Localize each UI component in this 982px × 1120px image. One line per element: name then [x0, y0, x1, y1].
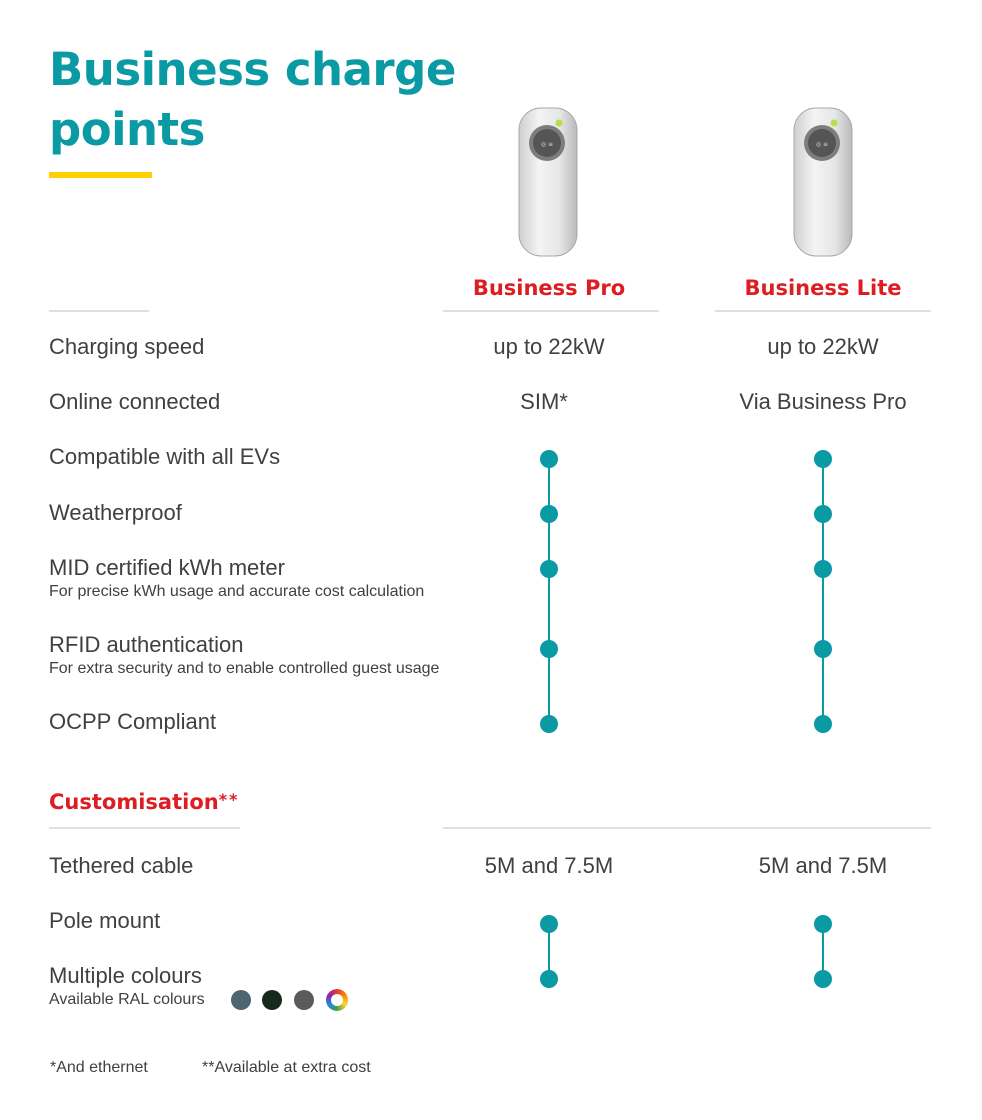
business-pro-charger-image [518, 107, 578, 257]
lite-tethered-cable: 5M and 7.5M [758, 853, 888, 878]
header-divider-pro [443, 310, 659, 312]
customisation-heading-mark: ** [218, 790, 240, 809]
pro-charging-speed: up to 22kW [493, 334, 605, 359]
lite-check-mid-meter [814, 560, 832, 578]
colour-swatch-grey [294, 990, 314, 1010]
title-line-1: Business charge [49, 43, 456, 96]
footnote-ethernet: *And ethernet [50, 1059, 148, 1076]
feature-label-compatible-evs: Compatible with all EVs [49, 444, 281, 469]
business-lite-charger-image [793, 107, 853, 257]
title-underline [49, 172, 152, 178]
header-divider-left [49, 310, 149, 312]
feature-label-mid-meter: MID certified kWh meter [49, 555, 285, 580]
lite-online-connected: Via Business Pro [739, 389, 907, 414]
customisation-heading-text: Customisation [49, 790, 219, 814]
custom-label-multiple-colours: Multiple colours [49, 963, 202, 988]
lite-check-rfid [814, 640, 832, 658]
pro-feature-connector-line [548, 459, 550, 724]
pro-online-connected: SIM* [520, 389, 568, 414]
lite-check-multiple-colours [814, 970, 832, 988]
lite-feature-connector-line [822, 459, 824, 724]
feature-label-weatherproof: Weatherproof [49, 500, 182, 525]
custom-label-pole-mount: Pole mount [49, 908, 161, 933]
pro-check-compatible-evs [540, 450, 558, 468]
feature-sub-rfid: For extra security and to enable controlled guest usage [49, 660, 440, 677]
customisation-heading [49, 790, 239, 814]
pro-tethered-cable: 5M and 7.5M [484, 853, 614, 878]
custom-label-tethered-cable: Tethered cable [49, 853, 194, 878]
customisation-divider-right [443, 827, 931, 829]
column-header-business-lite: Business Lite [744, 276, 902, 300]
feature-label-charging-speed: Charging speed [49, 334, 205, 359]
page-title [49, 40, 469, 160]
customisation-divider-left [49, 827, 240, 829]
feature-label-ocpp: OCPP Compliant [49, 709, 217, 734]
pro-check-mid-meter [540, 560, 558, 578]
title-line-2: points [49, 103, 205, 156]
feature-sub-mid-meter: For precise kWh usage and accurate cost calculation [49, 583, 425, 600]
pro-check-ocpp [540, 715, 558, 733]
footnote-extra-cost: **Available at extra cost [202, 1059, 371, 1076]
colour-swatch-slate [231, 990, 251, 1010]
lite-check-pole-mount [814, 915, 832, 933]
svg-text:◎ ≡: ◎ ≡ [815, 141, 829, 148]
pro-check-rfid [540, 640, 558, 658]
pro-check-weatherproof [540, 505, 558, 523]
pro-check-multiple-colours [540, 970, 558, 988]
column-header-business-pro: Business Pro [472, 276, 626, 300]
header-divider-lite [715, 310, 931, 312]
lite-check-ocpp [814, 715, 832, 733]
colour-swatch-multicolour [326, 989, 348, 1011]
pro-check-pole-mount [540, 915, 558, 933]
svg-text:◎ ≡: ◎ ≡ [540, 141, 554, 148]
colour-swatch-dark-green [262, 990, 282, 1010]
custom-sub-ral-colours: Available RAL colours [49, 991, 205, 1008]
lite-check-weatherproof [814, 505, 832, 523]
feature-label-online-connected: Online connected [49, 389, 221, 414]
lite-check-compatible-evs [814, 450, 832, 468]
lite-charging-speed: up to 22kW [767, 334, 879, 359]
feature-label-rfid: RFID authentication [49, 632, 244, 657]
